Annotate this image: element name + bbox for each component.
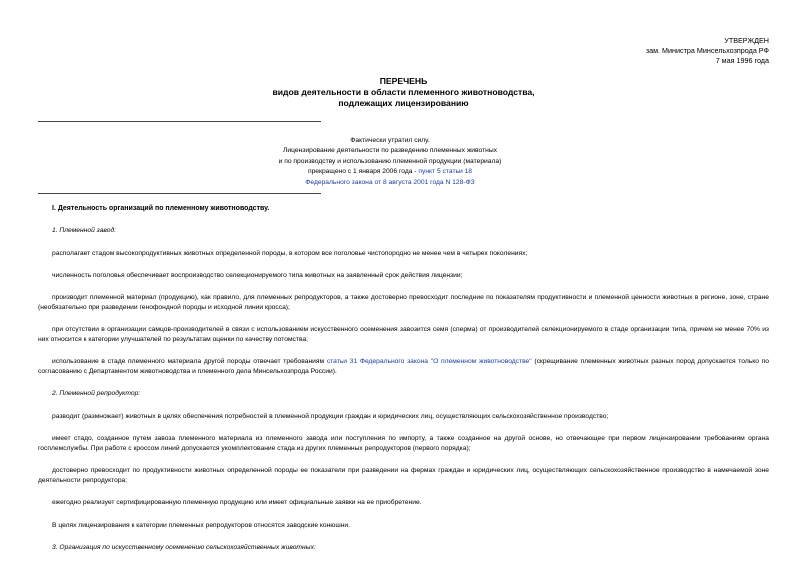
paragraph-2: численность поголовья обеспечивает воспроизводство селекционируемого типа животных на заявленный срок действия лицензии; <box>52 271 463 279</box>
paragraph-1: располагает стадом высокопродуктивных животных определенной породы, в котором все поголовье чистопородно не менее чем в четырех поколениях; <box>52 249 528 257</box>
subsection-heading-2: 2. Племенной репродуктор: <box>52 390 141 398</box>
document-body <box>38 204 769 565</box>
title-line-3: подлежащих лицензированию <box>338 98 469 108</box>
paragraph-7: имеет стадо, созданное путем завоза племенного материала из племенного завода или поступления по импорту, а также созданное на другой основе, но отвечающее при первом лицензировании требованиям органа госплемслужбы. При работе с кроссом линий допускается укомплектование стада из других племенных репродукторов (первого порядка); <box>38 435 769 452</box>
title-line-1: ПЕРЕЧЕНЬ <box>379 76 428 86</box>
note-line-2: Лицензирование деятельности по разведению племенных животных <box>283 147 497 155</box>
paragraph-5-text: использование в стаде племенного материала другой породы отвечает требованиям <box>52 358 327 366</box>
approved-date: 7 мая 1996 года <box>715 56 769 65</box>
paragraph-3: производит племенной материал (продукцию), как правило, для племенных репродукторов, а также достоверно превосходит последние по показателям продуктивности и племенной ценности животных в регионе, зоне, стране (необязательно при разведении генофондной породы и исходной линии кросса); <box>38 294 769 311</box>
divider-top <box>38 121 321 122</box>
paragraph-5 <box>38 357 769 377</box>
paragraph-8: достоверно превосходит по продуктивности животных определенной породы ее показатели при разведении на фермах граждан и юридических лиц, осуществляющих сельскохозяйственное производство в намечаемой зоне деятельности репродуктора; <box>38 467 769 484</box>
subsection-heading-1: 1. Племенной завод: <box>52 227 117 235</box>
paragraph-10: В целях лицензирования к категории племенных репродукторов относятся заводские конюшни. <box>52 521 350 529</box>
paragraph-9: ежегодно реализует сертифицированную племенную продукцию или имеет официальные заявки на ее приобретение. <box>52 499 422 507</box>
note-line-5 <box>200 178 580 188</box>
title-line-2: видов деятельности в области племенного животноводства, <box>272 87 535 97</box>
note-line-3: и по производству и использованию племенной продукции (материала) <box>278 157 502 165</box>
paragraph-4: при отсутствии в организации самцов-производителей в связи с использованием искусственного осеменения завозится семя (сперма) от производителей селекционируемого в стаде организации типа, причем не менее 70% из них относится к категории улучшателей по результатам оценки по качеству потомства; <box>38 326 769 344</box>
paragraph-5-text-end: (скрещивание племенных животных разных пород допускается только по согласованию с Департаментом животноводства и племенного дела Минсельхозпрода России). <box>38 358 770 376</box>
article-31-link[interactable]: статьи 31 Федерального закона "О племенном животноводстве" <box>326 358 532 366</box>
law-article-link[interactable]: пункт 5 статьи 18 <box>418 168 473 176</box>
note-line-4-text: прекращено с 1 января 2006 года - <box>307 168 419 176</box>
approved-label: УТВЕРЖДЕН <box>724 36 769 45</box>
document-title <box>0 76 807 109</box>
approved-by: зам. Министра Минсельхозпрода РФ <box>645 46 769 55</box>
note-line-1: Фактически утратил силу. <box>350 137 430 144</box>
approval-stamp <box>646 36 769 66</box>
section-heading: I. Деятельность организаций по племенному животноводству. <box>52 205 270 212</box>
status-note <box>200 136 580 188</box>
federal-law-link[interactable]: Федерального закона от 8 августа 2001 года N 128-ФЗ <box>305 178 475 186</box>
paragraph-6: разводит (размножает) животных в целях обеспечения потребностей в племенной продукции граждан и юридических лиц, осуществляющих сельскохозяйственное производство; <box>52 412 609 420</box>
subsection-heading-3: 3. Организация по искусственному осеменению сельскохозяйственных животных: <box>52 543 316 551</box>
divider-bottom <box>38 193 321 194</box>
note-line-4 <box>200 167 580 177</box>
